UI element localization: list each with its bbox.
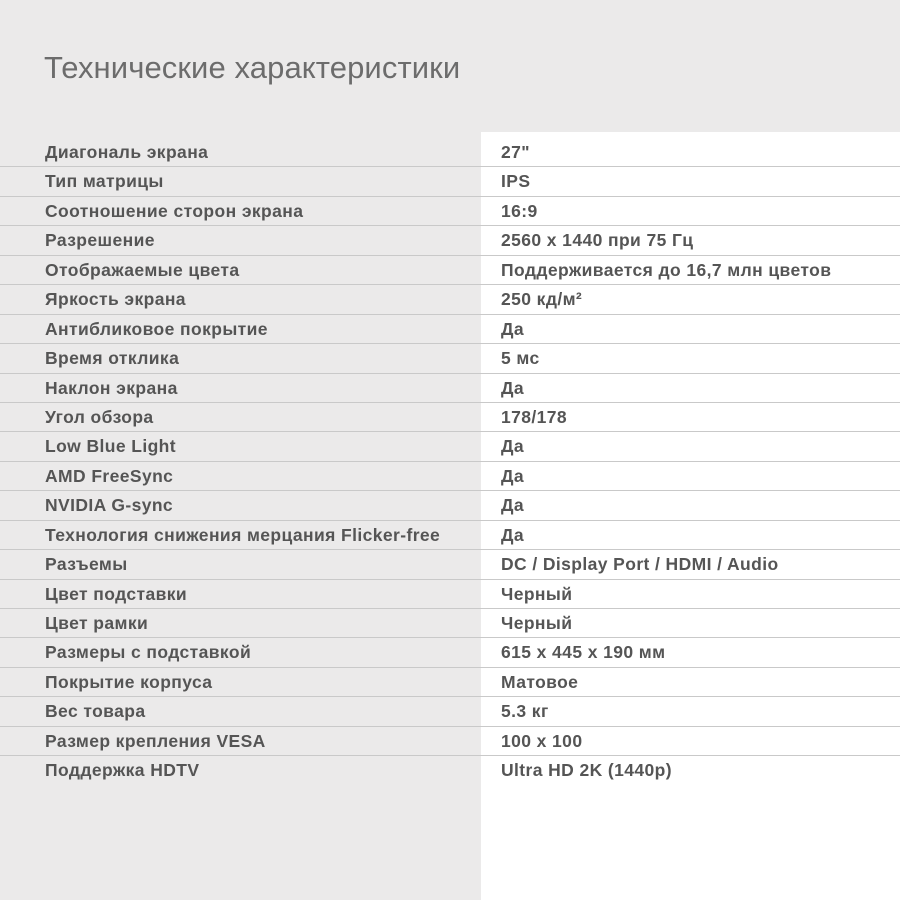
specs-table	[0, 138, 900, 786]
spec-label: Диагональ экрана	[45, 142, 209, 162]
spec-value: Черный	[501, 583, 573, 604]
spec-value: DC / Display Port / HDMI / Audio	[501, 554, 779, 575]
spec-label: Цвет рамки	[45, 613, 149, 633]
spec-row	[0, 226, 900, 255]
spec-row	[0, 668, 900, 697]
spec-label: Тип матрицы	[45, 171, 164, 192]
spec-value: 178/178	[501, 406, 568, 427]
spec-row	[0, 432, 900, 461]
spec-row	[0, 403, 900, 432]
spec-value: 100 x 100	[501, 730, 583, 751]
spec-value: 27"	[501, 142, 530, 162]
spec-value: Да	[501, 495, 524, 516]
spec-row	[0, 609, 900, 638]
spec-label: Отображаемые цвета	[45, 259, 240, 280]
spec-value: 16:9	[501, 200, 538, 221]
spec-row	[0, 374, 900, 403]
spec-label: Разъемы	[45, 554, 128, 575]
spec-value: 5 мс	[501, 348, 540, 369]
spec-label: Размер крепления VESA	[45, 730, 266, 751]
spec-value: 5.3 кг	[501, 701, 549, 722]
spec-label: Наклон экрана	[45, 377, 178, 398]
spec-row	[0, 256, 900, 285]
spec-row	[0, 197, 900, 226]
spec-value: Матовое	[501, 671, 579, 692]
spec-value: 250 кд/м²	[501, 289, 583, 310]
spec-value: IPS	[501, 171, 531, 192]
spec-label: Покрытие корпуса	[45, 671, 213, 692]
spec-value: Да	[501, 318, 524, 339]
spec-value: Да	[501, 524, 524, 545]
spec-value: 2560 x 1440 при 75 Гц	[501, 230, 694, 251]
spec-value: Да	[501, 436, 524, 457]
spec-label: Цвет подставки	[45, 583, 188, 604]
spec-label: Антибликовое покрытие	[45, 318, 268, 339]
spec-label: Технология снижения мерцания Flicker-free	[45, 524, 441, 545]
spec-row	[0, 521, 900, 550]
spec-label: Угол обзора	[45, 406, 154, 427]
spec-value: Да	[501, 465, 524, 486]
spec-label: NVIDIA G-sync	[45, 495, 174, 516]
spec-label: Поддержка HDTV	[45, 760, 200, 781]
spec-row	[0, 285, 900, 314]
page-title: Технические характеристики	[44, 50, 461, 85]
spec-row	[0, 138, 900, 167]
spec-row	[0, 344, 900, 373]
spec-label: Яркость экрана	[45, 289, 186, 310]
spec-row	[0, 727, 900, 756]
spec-row	[0, 462, 900, 491]
spec-row	[0, 550, 900, 579]
spec-row	[0, 580, 900, 609]
spec-label: Вес товара	[45, 701, 146, 722]
spec-value: 615 x 445 x 190 мм	[501, 642, 666, 663]
spec-value: Ultra HD 2K (1440p)	[501, 760, 672, 781]
spec-value: Черный	[501, 613, 573, 633]
spec-label: Разрешение	[45, 230, 155, 251]
spec-row	[0, 697, 900, 726]
spec-row	[0, 491, 900, 520]
spec-row	[0, 756, 900, 785]
spec-row	[0, 315, 900, 344]
spec-label: AMD FreeSync	[45, 465, 174, 486]
spec-value: Поддерживается до 16,7 млн цветов	[501, 259, 832, 280]
spec-label: Соотношение сторон экрана	[45, 200, 304, 221]
spec-label: Время отклика	[45, 348, 180, 369]
spec-row	[0, 167, 900, 196]
spec-row	[0, 638, 900, 667]
spec-value: Да	[501, 377, 524, 398]
spec-label: Размеры с подставкой	[45, 642, 252, 663]
spec-label: Low Blue Light	[45, 436, 176, 457]
